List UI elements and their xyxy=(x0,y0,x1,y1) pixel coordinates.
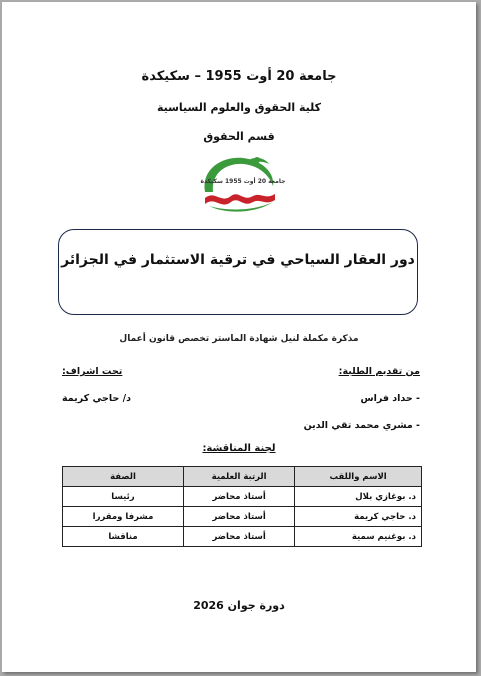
committee-label: لجنة المناقشة: xyxy=(202,443,276,454)
table-row xyxy=(63,487,422,507)
title-box xyxy=(58,229,418,315)
document-page xyxy=(2,2,476,672)
committee-table xyxy=(62,466,422,547)
table-row xyxy=(63,507,422,527)
table-cell: د. بوغازي بلال xyxy=(295,487,422,507)
table-cell: أستاذ محاضر xyxy=(184,527,295,547)
university-logo xyxy=(195,152,287,214)
table-cell: أستاذ محاضر xyxy=(184,487,295,507)
table-cell: أستاذ محاضر xyxy=(184,507,295,527)
session-date: دورة جوان 2026 xyxy=(193,599,285,612)
column-header: الاسم واللقب xyxy=(295,467,422,487)
memo-note: مذكرة مكملة لنيل شهادة الماستر تخصص قانون أعمال xyxy=(119,334,359,344)
student-name: - حداد فراس xyxy=(360,393,420,404)
supervisor-name: د/ حاجي كريمة xyxy=(62,393,131,404)
supervisor-label: تحت اشراف: xyxy=(62,366,123,377)
university-name: جامعة 20 أوت 1955 – سكيكدة xyxy=(141,69,337,84)
table-cell: رئيسا xyxy=(63,487,184,507)
students-label: من تقديم الطلبة: xyxy=(338,366,420,377)
student-name: - مشري محمد تقي الدين xyxy=(303,420,420,431)
faculty-name: كلية الحقوق والعلوم السياسية xyxy=(156,101,322,114)
logo-caption: جامعة 20 أوت 1955 سكيكدة xyxy=(200,178,286,185)
table-cell: مشرفا ومقررا xyxy=(63,507,184,527)
column-header: الرتبة العلمية xyxy=(184,467,295,487)
table-cell: د. حاجي كريمة xyxy=(295,507,422,527)
column-header: الصفة xyxy=(63,467,184,487)
table-row xyxy=(63,527,422,547)
table-header-row xyxy=(63,467,422,487)
table-cell: د. بوغنيم سمية xyxy=(295,527,422,547)
department-name: قسم الحقوق xyxy=(203,130,275,143)
table-cell: مناقشا xyxy=(63,527,184,547)
thesis-title: دور العقار السياحي في ترقية الاستثمار في الجزائر xyxy=(61,252,415,268)
